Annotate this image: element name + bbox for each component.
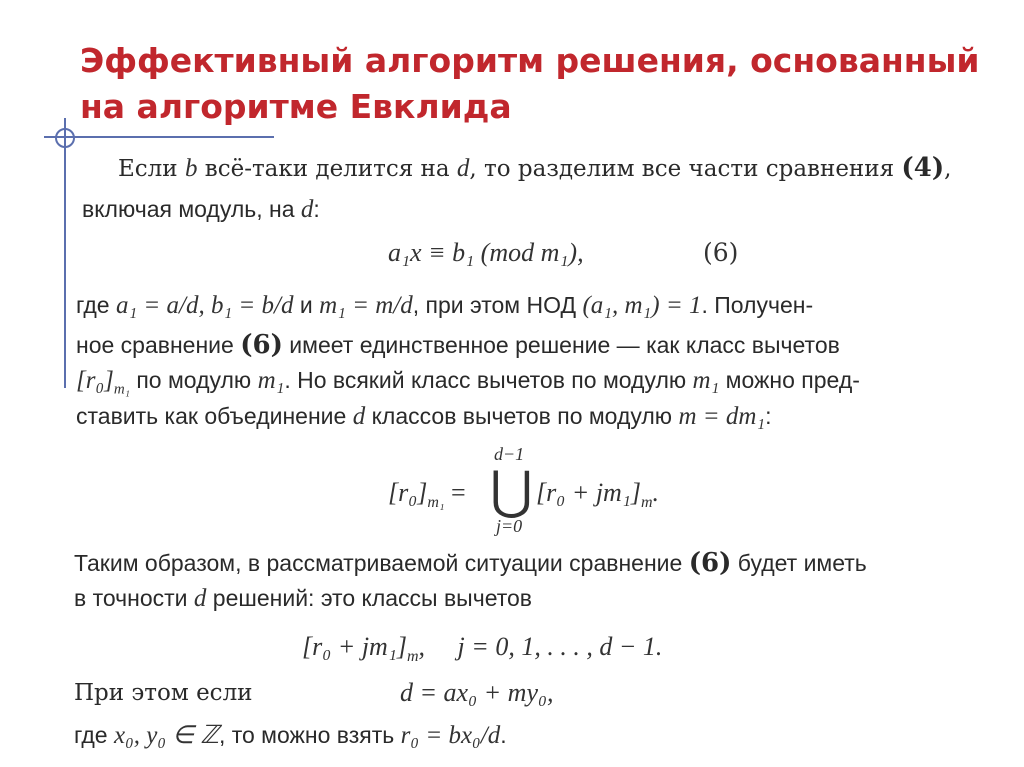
math-var: b — [184, 155, 198, 182]
text: в точности — [74, 585, 194, 611]
union-lower-limit: j=0 — [496, 516, 523, 536]
text: : — [765, 403, 772, 429]
text: будет иметь — [731, 550, 867, 576]
math-expression: m₁ = m/d — [319, 292, 413, 319]
text: имеет единственное решение — как класс вычетов — [282, 332, 840, 358]
text: , то можно взять — [218, 722, 401, 748]
math-subscript: m — [406, 648, 419, 666]
text: Если — [118, 156, 185, 182]
text: по модулю — [129, 367, 258, 393]
decorative-vertical-line — [64, 118, 66, 388]
equation-reference: (4) — [901, 153, 945, 183]
residue-classes-display — [302, 632, 662, 666]
text: , при этом НОД — [412, 292, 583, 318]
paragraph-3-line-2 — [74, 585, 532, 613]
slide-title-line-1: Эффективный алгоритм решения, основанный — [80, 41, 980, 80]
math-var: d — [352, 403, 366, 430]
equation-6-label: (6) — [703, 238, 739, 267]
text: . Получен- — [701, 292, 814, 318]
math-subscript: m — [640, 494, 653, 512]
math-expression: r₀ = bx₀/d — [400, 722, 501, 749]
math-expression: [r₀ + jm₁] — [302, 632, 407, 661]
paragraph-2-line-1 — [76, 292, 813, 320]
math-var: m₁ — [692, 367, 720, 394]
text: Таким образом, в рассматриваемой ситуации сравнение — [74, 550, 689, 576]
math-expression: [r₀ + jm₁] — [536, 478, 641, 507]
math-expression: a₁ = a/d, b₁ = b/d — [115, 292, 294, 319]
text: и — [293, 292, 320, 318]
text: ное сравнение — [76, 332, 241, 358]
text: , — [944, 156, 952, 182]
math-expression: m = dm₁ — [678, 403, 766, 430]
equation-reference: (6) — [688, 548, 732, 578]
math-subscript: m₁ — [113, 381, 130, 398]
union-symbol: ⋃ — [490, 461, 533, 521]
text: где — [74, 722, 114, 748]
paragraph-2-line-2 — [76, 330, 840, 360]
decorative-circle-icon — [55, 128, 75, 148]
text: : — [313, 196, 320, 222]
paragraph-4-line-2 — [74, 720, 507, 750]
paragraph-4-line-1 — [74, 680, 253, 706]
text: . — [500, 722, 507, 748]
text: ставить как объединение — [76, 403, 353, 429]
paragraph-3-line-1 — [74, 548, 867, 578]
scanned-text-block — [70, 148, 1015, 763]
decorative-horizontal-line — [44, 136, 274, 138]
text: При этом если — [74, 680, 253, 706]
text: всё-таки делится на — [197, 156, 457, 182]
text: . — [652, 478, 660, 507]
math-subscript: m₁ — [427, 494, 445, 512]
math-var: m₁ — [257, 367, 285, 394]
union-left-side — [388, 478, 466, 512]
math-expression: [r₀] — [76, 367, 114, 394]
bezout-equation: d = ax₀ + my₀, — [400, 678, 554, 707]
math-expression: , j = 0, 1, . . . , d − 1. — [418, 632, 663, 661]
union-upper-limit: d−1 — [494, 444, 525, 464]
text: можно пред- — [719, 367, 860, 393]
slide-title — [80, 38, 1000, 130]
text: включая модуль, на — [82, 196, 301, 222]
math-operator: = — [444, 478, 466, 507]
math-expression: x₀, y₀ ∈ ℤ — [113, 722, 219, 749]
paragraph-2-line-3 — [76, 367, 860, 399]
paragraph-2-line-4 — [76, 403, 772, 431]
math-var: d — [193, 585, 207, 612]
math-var: d — [300, 196, 314, 223]
text: , то разделим все части сравнения — [469, 156, 902, 182]
union-right-side — [536, 478, 659, 512]
math-var: d — [456, 155, 470, 182]
math-expression: (a₁, m₁) = 1 — [582, 292, 702, 319]
slide-title-line-2: на алгоритме Евклида — [80, 87, 512, 126]
text: где — [76, 292, 116, 318]
equation-6: a₁x ≡ b₁ (mod m₁), — [388, 238, 584, 267]
text: классов вычетов по модулю — [365, 403, 679, 429]
paragraph-1-line-1 — [118, 153, 951, 183]
text: . Но всякий класс вычетов по модулю — [284, 367, 693, 393]
paragraph-1-line-2 — [82, 196, 320, 224]
text: решений: это классы вычетов — [206, 585, 533, 611]
math-expression: [r₀] — [388, 478, 428, 507]
equation-reference: (6) — [240, 330, 283, 360]
